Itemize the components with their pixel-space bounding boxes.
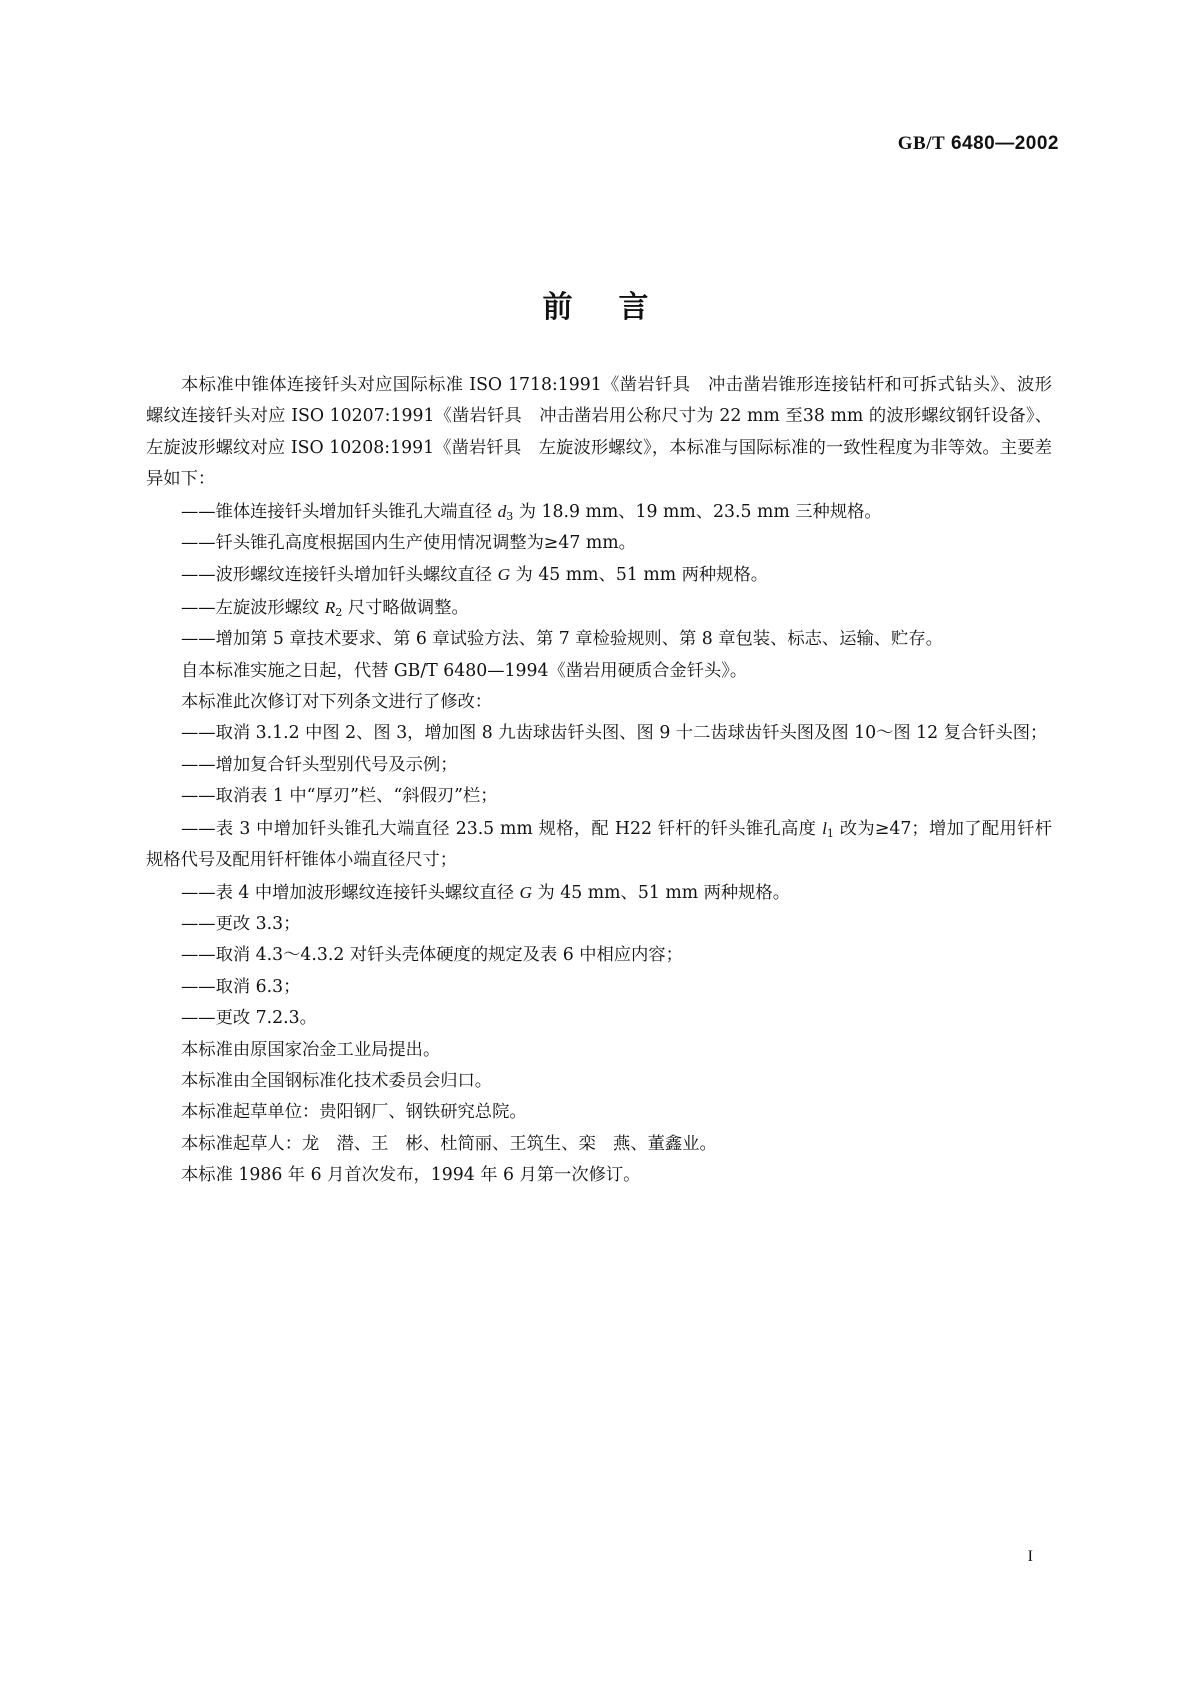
- variable-d: d: [497, 501, 507, 521]
- revision-item-9: ——更改 7.2.3。: [181, 1008, 317, 1029]
- variable-l: l: [822, 818, 827, 838]
- revision-item-6: ——更改 3.3；: [181, 913, 301, 934]
- difference-text: ——锥体连接钎头增加钎头锥孔大端直径: [181, 501, 498, 522]
- standard-code: [898, 133, 1059, 155]
- revision-item-2: ——增加复合钎头型别代号及示例；: [181, 754, 458, 775]
- revision-item-8: ——取消 6.3；: [181, 976, 301, 997]
- subscript: 1: [826, 826, 834, 840]
- revision-item-3: ——取消表 1 中“厚刃”栏、“斜假刃”栏；: [181, 786, 498, 807]
- difference-item-2: ——钎头锥孔高度根据国内生产使用情况调整为≥47 mm。: [181, 533, 636, 554]
- paragraph-replaces: 自本标准实施之日起，代替 GB/T 6480—1994《凿岩用硬质合金钎头》。: [181, 660, 748, 681]
- subscript: 3: [506, 509, 514, 523]
- paragraph-revisions-intro: 本标准此次修订对下列条文进行了修改：: [181, 692, 493, 713]
- difference-text: ——波形螺纹连接钎头增加钎头螺纹直径: [181, 565, 498, 586]
- difference-item-1: [146, 496, 1052, 528]
- revision-item-5: [146, 877, 1052, 909]
- standard-number: 6480—2002: [950, 133, 1059, 154]
- variable-g: G: [519, 882, 533, 902]
- revision-item-7: ——取消 4.3～4.3.2 对钎头壳体硬度的规定及表 6 中相应内容；: [181, 945, 683, 966]
- difference-item-4: [146, 592, 1052, 624]
- revision-text: 改为≥47；增加了配用钎杆规格代号及配用钎杆锥体小端直径尺寸；: [146, 818, 1052, 871]
- standard-prefix: GB/T: [897, 133, 946, 154]
- difference-item-3: [146, 559, 1052, 591]
- foreword-body: [146, 370, 1052, 1192]
- subscript: 2: [335, 605, 343, 619]
- revision-text: 为 45 mm、51 mm 两种规格。: [532, 882, 790, 903]
- paragraph-history: 本标准 1986 年 6 月首次发布，1994 年 6 月第一次修订。: [181, 1165, 641, 1186]
- revision-text: ——表 3 中增加钎头锥孔大端直径 23.5 mm 规格，配 H22 钎杆的钎头锥孔高度: [181, 818, 823, 839]
- paragraph-intro: 本标准中锥体连接钎头对应国际标准 ISO 1718:1991《凿岩钎具 冲击凿岩锥形连接钻杆和可拆式钻头》、波形螺纹连接钎头对应 ISO 10207:1991《凿岩钎具 冲击凿岩用公称尺寸为 22 mm 至38 mm 的波形螺纹钢钎设备》、左旋波形螺纹对应 ISO 10208:1991《凿岩钎具 左旋波形螺纹》，本标准与国际标准的一致性程度为非等效。主要差异如下：: [146, 375, 1052, 490]
- paragraph-proposer: 本标准由原国家冶金工业局提出。: [181, 1039, 441, 1060]
- paragraph-drafting-units: 本标准起草单位：贵阳钢厂、钢铁研究总院。: [181, 1102, 527, 1123]
- variable-r: R: [324, 597, 336, 617]
- difference-text: 尺寸略做调整。: [342, 597, 469, 618]
- revision-item-4: [146, 813, 1052, 877]
- paragraph-drafters: 本标准起草人：龙 潜、王 彬、杜简丽、王筑生、栾 燕、董鑫业。: [181, 1133, 717, 1154]
- variable-g: G: [497, 565, 511, 585]
- page-number: I: [1027, 1548, 1033, 1565]
- paragraph-committee: 本标准由全国钢标准化技术委员会归口。: [181, 1070, 493, 1091]
- revision-text: ——表 4 中增加波形螺纹连接钎头螺纹直径: [181, 882, 520, 903]
- difference-text: ——左旋波形螺纹: [181, 597, 325, 618]
- difference-text: 为 45 mm、51 mm 两种规格。: [510, 565, 769, 586]
- difference-text: 为 18.9 mm、19 mm、23.5 mm 三种规格。: [513, 501, 882, 522]
- revision-item-1: ——取消 3.1.2 中图 2、图 3，增加图 8 九齿球齿钎头图、图 9 十二齿球齿钎头图及图 10～图 12 复合钎头图；: [181, 723, 1048, 744]
- page-title: 前言: [542, 290, 695, 325]
- difference-item-5: ——增加第 5 章技术要求、第 6 章试验方法、第 7 章检验规则、第 8 章包装、标志、运输、贮存。: [181, 629, 943, 650]
